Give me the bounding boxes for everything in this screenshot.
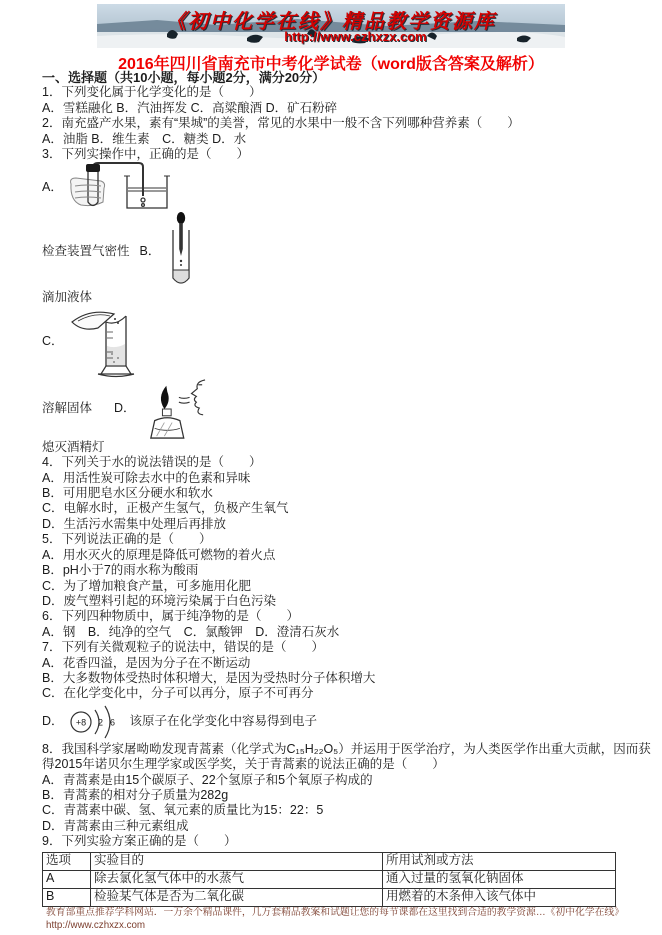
question-2: 2．南充盛产水果，素有“果城”的美誉，常见的水果中一般不含下列哪种营养素（ ） <box>42 116 520 131</box>
table-cell: 用燃着的木条伸入该气体中 <box>383 888 616 906</box>
q3-option-c-caption: 溶解固体 <box>42 401 93 416</box>
question-8-option-c: C．青蒿素中碳、氢、氧元素的质量比为15：22：5 <box>42 803 324 818</box>
table-cell: 检验某气体是否为二氧化碳 <box>91 888 383 906</box>
paper-body <box>42 70 651 907</box>
paper-title: 2016年四川省南充市中考化学试卷（word版含答案及解析） <box>118 56 544 73</box>
section-heading: 一、选择题（共10小题，每小题2分，满分20分） <box>42 70 326 85</box>
table-row-a <box>43 870 616 888</box>
atomic-structure-diagram <box>68 703 126 741</box>
question-5-option-b: B．pH小于7的雨水称为酸雨 <box>42 563 199 578</box>
table-row-b <box>43 888 616 906</box>
question-6-options: A．钢 B．纯净的空气 C．氯酸钾 D．澄清石灰水 <box>42 624 340 639</box>
q7-option-d-text: 该原子在化学变化中容易得到电子 <box>129 714 318 729</box>
question-4: 4．下列关于水的说法错误的是（ ） <box>42 455 262 470</box>
question-3: 3．下列实操作中，正确的是（ ） <box>42 147 249 162</box>
question-4-option-b: B．可用肥皂水区分硬水和软水 <box>42 486 213 501</box>
banner-site-url: http://www.czhxzx.com <box>284 29 427 44</box>
question-7-option-a: A．花香四溢，是因为分子在不断运动 <box>42 655 251 670</box>
question-8-line-2: 得2015年诺贝尔生理学家或医学奖，关于青蒿素的说法正确的是（ ） <box>42 757 445 772</box>
question-9-table <box>42 852 616 907</box>
site-banner <box>97 4 565 48</box>
question-5-option-c: C．为了增加粮食产量，可多施用化肥 <box>42 578 252 593</box>
q3-option-b-caption: 滴加液体 <box>42 290 93 305</box>
question-2-options: A．油脂 B．维生素 C．糖类 D．水 <box>42 131 247 146</box>
blowing-out-alcohol-lamp-figure <box>140 378 212 440</box>
question-8-line-1: 8．我国科学家屠呦呦发现青蒿素（化学式为C₁₅H₂₂O₅）并运用于医学治疗，为人类医学作出重大贡献，因而获 <box>42 741 651 756</box>
dropper-in-test-tube-figure <box>164 212 198 290</box>
table-cell: 通入过量的氢氧化钠固体 <box>383 870 616 888</box>
question-4-option-d: D．生活污水需集中处理后再排放 <box>42 516 227 531</box>
table-cell: A <box>43 870 91 888</box>
q3-option-d-caption: 熄灭酒精灯 <box>42 439 105 454</box>
table-header-purpose: 实验目的 <box>91 852 383 870</box>
question-9: 9．下列实验方案正确的是（ ） <box>42 834 237 849</box>
table-header-row <box>43 852 616 870</box>
question-1: 1．下列变化属于化学变化的是（ ） <box>42 85 262 100</box>
question-7: 7．下列有关微观粒子的说法中，错误的是（ ） <box>42 640 324 655</box>
banner-site-title: 《初中化学在线》精品教学资源库 <box>166 11 496 33</box>
question-6: 6．下列四种物质中，属于纯净物的是（ ） <box>42 609 299 624</box>
atom-shell-1-electrons: 2 <box>97 717 103 728</box>
question-8-option-d: D．青蒿素由三种元素组成 <box>42 818 189 833</box>
q3-option-c-row <box>42 306 620 378</box>
q3-option-b-row <box>42 212 620 290</box>
question-4-option-c: C．电解水时，正极产生氢气，负极产生氧气 <box>42 501 289 516</box>
q7-option-d-row <box>42 702 620 742</box>
airtightness-check-figure <box>67 162 179 212</box>
question-7-option-b: B．大多数物体受热时体积增大，是因为受热时分子体积增大 <box>42 670 376 685</box>
q3-option-c-label: C． <box>42 334 64 349</box>
question-5-option-a: A．用水灭火的原理是降低可燃物的着火点 <box>42 547 276 562</box>
q3-option-d-row <box>42 378 620 440</box>
question-5: 5．下列说法正确的是（ ） <box>42 532 212 547</box>
table-cell: B <box>43 888 91 906</box>
table-cell: 除去氯化氢气体中的水蒸气 <box>91 870 383 888</box>
q3-option-b-label: B． <box>139 243 161 258</box>
q3-option-d-label: D． <box>114 401 136 416</box>
question-8-option-a: A．青蒿素是由15个碳原子、22个氢原子和5个氧原子构成的 <box>42 772 373 787</box>
q3-option-a-caption: 检查装置气密性 <box>42 243 130 258</box>
q3-option-a-row <box>42 162 620 212</box>
question-1-options: A．雪糕融化 B．汽油挥发 C．高粱酿酒 D．矿石粉碎 <box>42 100 338 115</box>
q3-option-a-label: A． <box>42 179 63 194</box>
question-7-option-c: C．在化学变化中，分子可以再分，原子不可再分 <box>42 686 314 701</box>
atom-shell-2-electrons: 6 <box>109 717 115 728</box>
question-4-option-a: A．用活性炭可除去水中的色素和异味 <box>42 470 251 485</box>
table-header-option: 选项 <box>43 852 91 870</box>
solid-into-cylinder-figure <box>68 306 150 378</box>
question-5-option-d: D．废气塑料引起的环境污染属于白色污染 <box>42 593 277 608</box>
atom-nucleus-charge: +8 <box>75 717 86 728</box>
table-header-method: 所用试剂或方法 <box>383 852 616 870</box>
question-8-option-b: B．青蒿素的相对分子质量为282g <box>42 787 229 802</box>
footer-promo-text: 教育部重点推荐学科网站．一万余个精品课件，几万套精品教案和试题让您的每节课都在这里找到合适的教学资源…《初中化学在线》http://www.czhxzx.com <box>46 907 620 931</box>
q7-option-d-label: D． <box>42 714 64 729</box>
